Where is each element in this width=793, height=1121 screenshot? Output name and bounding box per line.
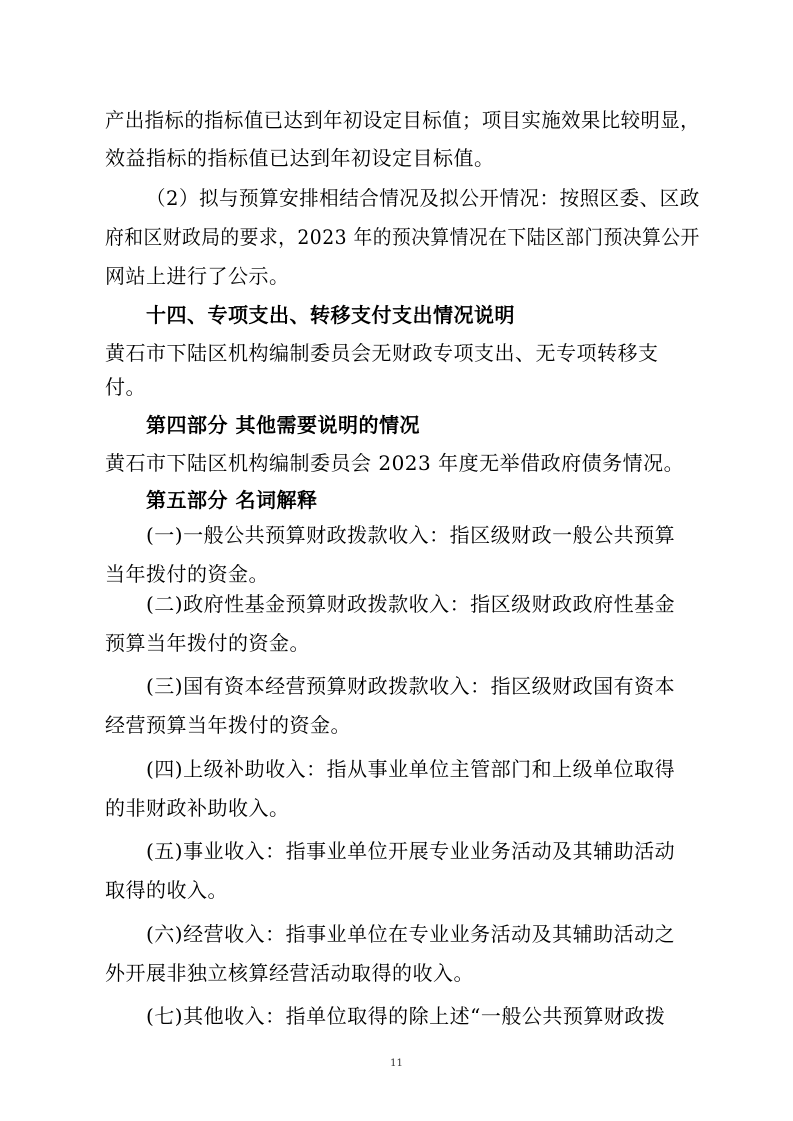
paragraph-line: 网站上进行了公示。	[105, 264, 290, 288]
section-heading: 第五部分 名词解释	[146, 488, 318, 512]
paragraph-line: 经营预算当年拨付的资金。	[105, 713, 351, 737]
paragraph-line: 黄石市下陆区机构编制委员会 2023 年度无举借政府债务情况。	[105, 451, 685, 475]
paragraph-line: 取得的收入。	[105, 878, 228, 902]
paragraph-line: 产出指标的指标值已达到年初设定目标值；项目实施效果比较明显，	[105, 108, 701, 132]
paragraph-line: (六)经营收入：指事业单位在专业业务活动及其辅助活动之	[146, 922, 676, 946]
paragraph-line: 黄石市下陆区机构编制委员会无财政专项支出、无专项转移支	[105, 341, 659, 365]
paragraph-line: (五)事业收入：指事业单位开展专业业务活动及其辅助活动	[146, 839, 676, 863]
paragraph-line: 效益指标的指标值已达到年初设定目标值。	[105, 146, 495, 170]
paragraph-line: 预算当年拨付的资金。	[105, 631, 310, 655]
paragraph-line: 付。	[105, 375, 146, 399]
paragraph-line: (二)政府性基金预算财政拨款收入：指区级财政政府性基金	[146, 592, 676, 616]
paragraph-line: 府和区财政局的要求，2023 年的预决算情况在下陆区部门预决算公开	[105, 225, 700, 249]
paragraph-line: 的非财政补助收入。	[105, 796, 290, 820]
paragraph-line: (七)其他收入：指单位取得的除上述“一般公共预算财政拨	[146, 1004, 666, 1028]
section-heading: 第四部分 其他需要说明的情况	[146, 413, 420, 437]
paragraph-line: (三)国有资本经营预算财政拨款收入：指区级财政国有资本	[146, 674, 676, 698]
paragraph-line: （2）拟与预算安排相结合情况及拟公开情况：按照区委、区政	[146, 186, 700, 210]
paragraph-line: 外开展非独立核算经营活动取得的收入。	[105, 961, 474, 985]
section-heading: 十四、专项支出、转移支付支出情况说明	[146, 303, 515, 327]
paragraph-line: (一)一般公共预算财政拨款收入：指区级财政一般公共预算	[146, 523, 676, 547]
page-number: 11	[390, 1058, 403, 1069]
paragraph-line: 当年拨付的资金。	[105, 562, 269, 586]
paragraph-line: (四)上级补助收入：指从事业单位主管部门和上级单位取得	[146, 757, 676, 781]
